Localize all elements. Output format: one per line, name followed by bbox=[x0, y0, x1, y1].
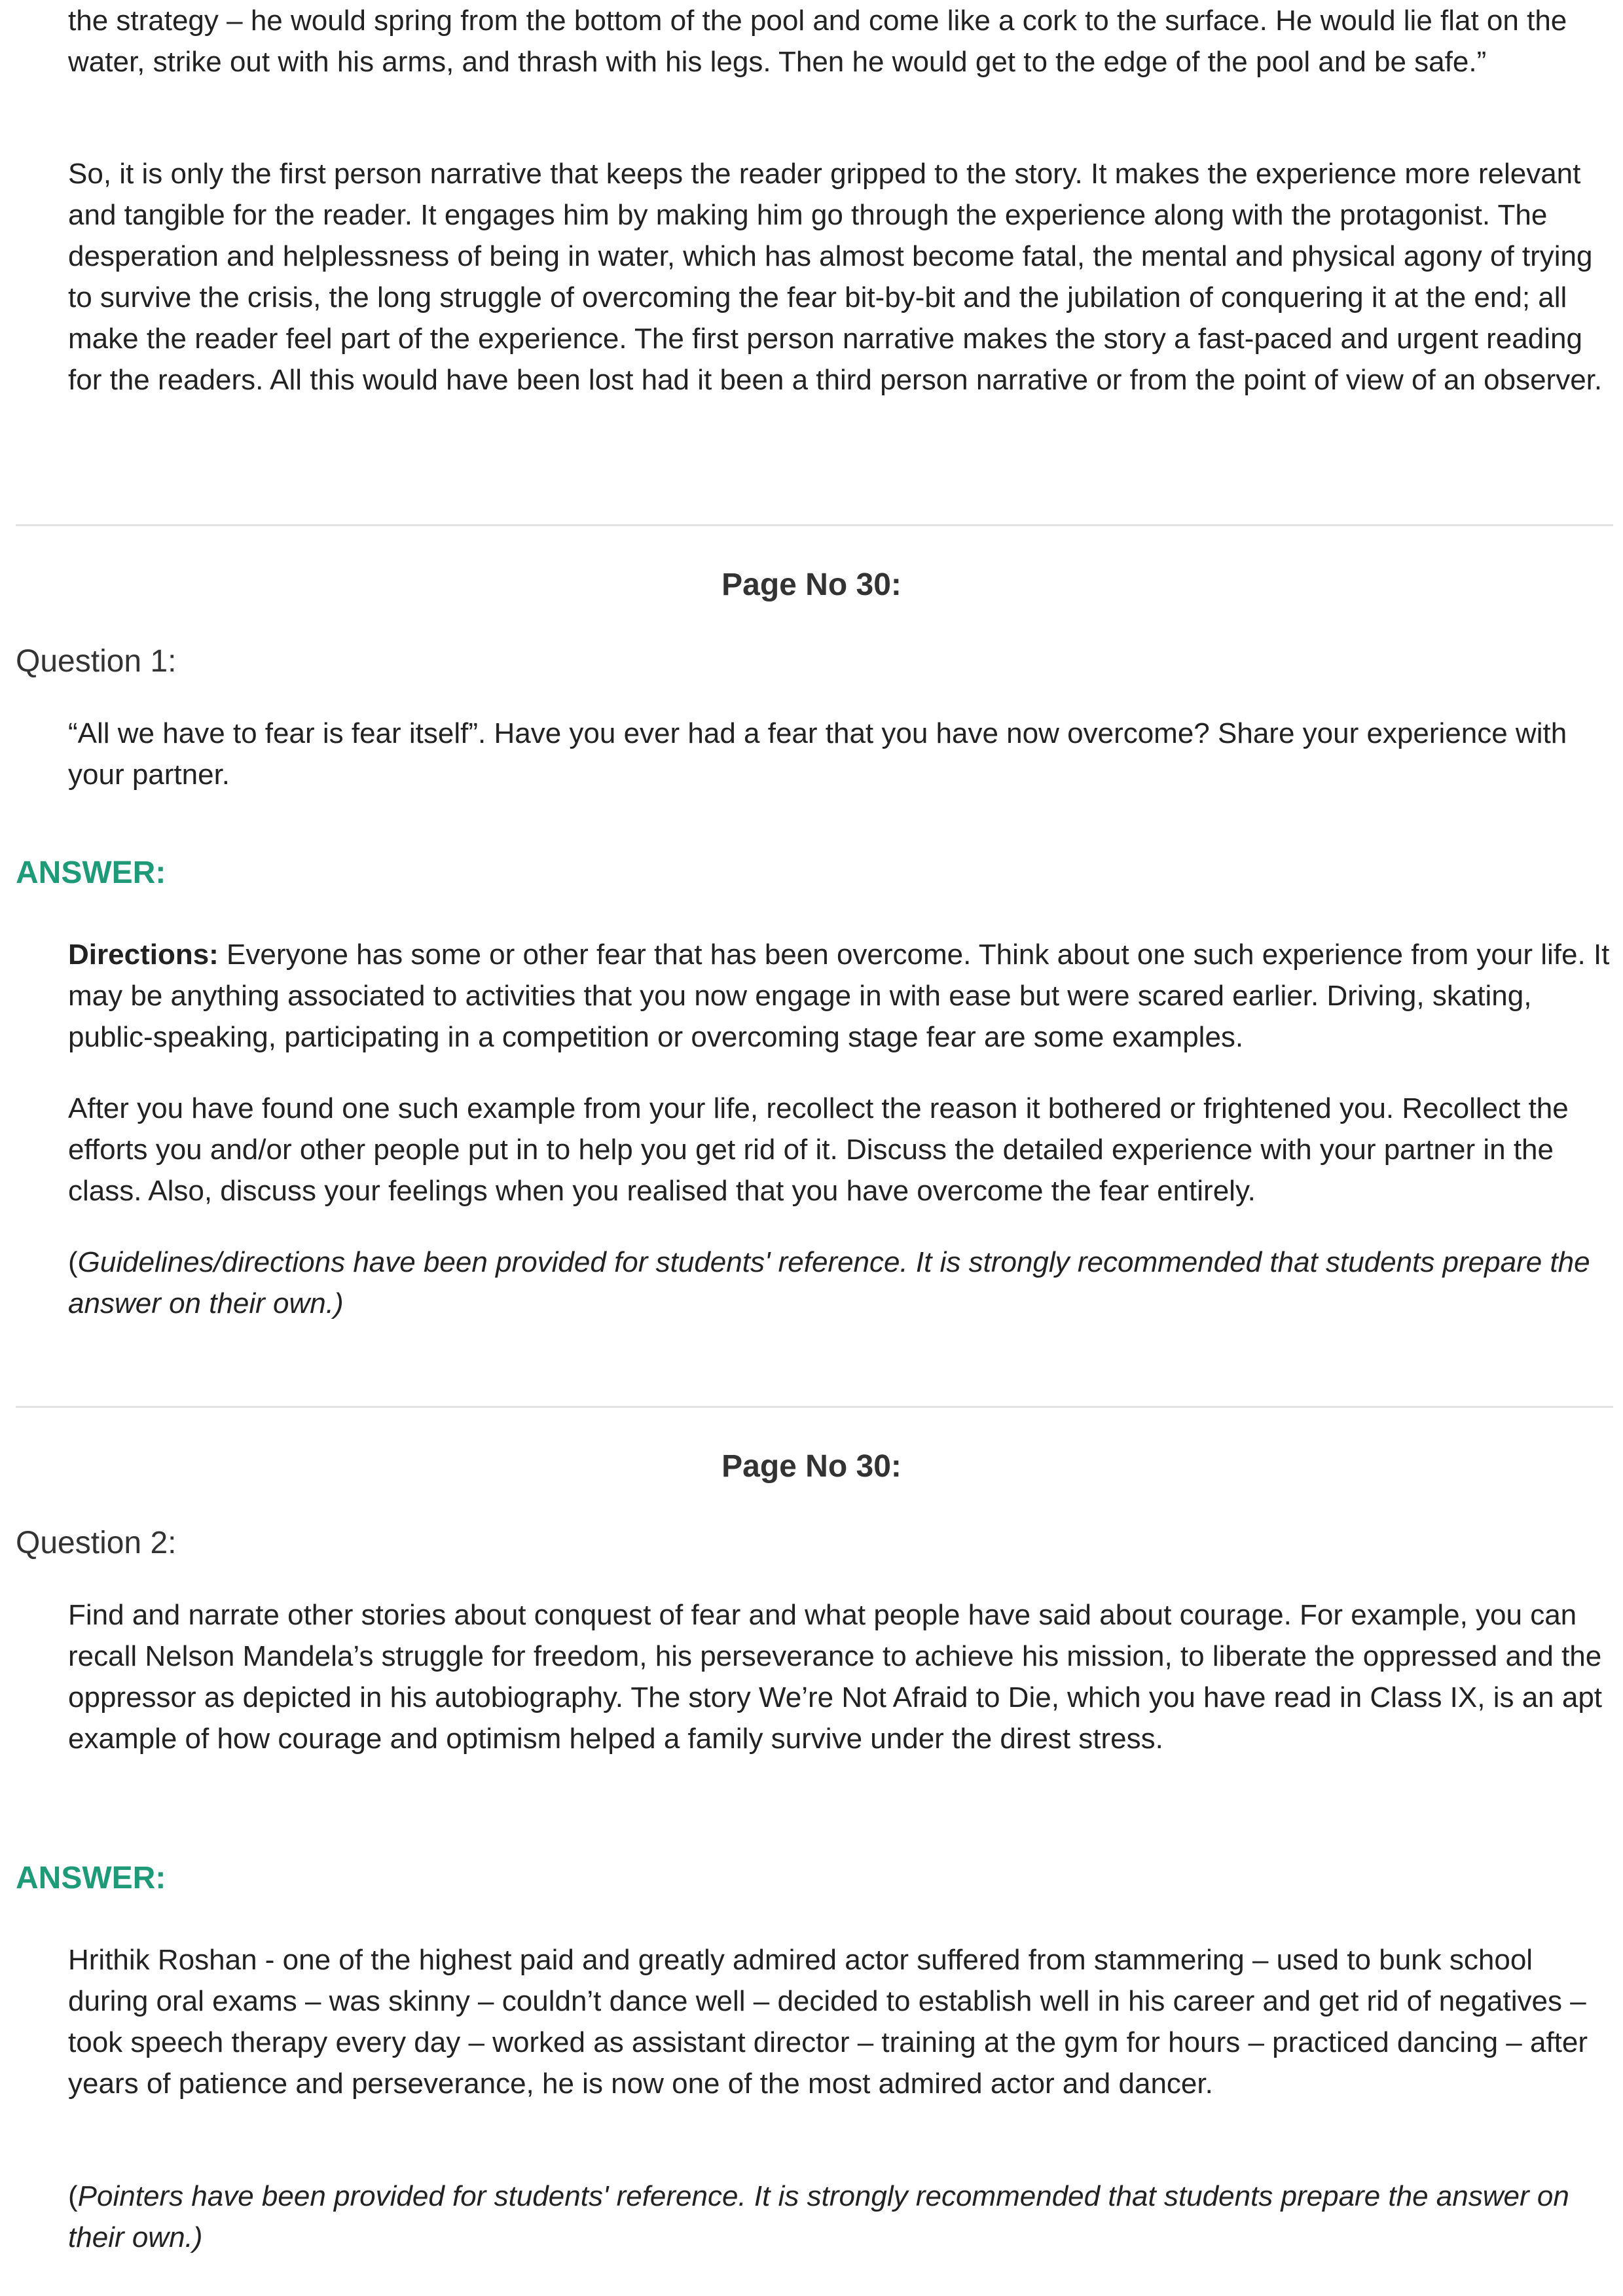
answer-2-note-open: ( bbox=[68, 2180, 78, 2212]
answer-1-label: ANSWER: bbox=[16, 855, 166, 890]
directions-label: Directions: bbox=[68, 939, 219, 971]
section-divider-1 bbox=[16, 524, 1613, 526]
directions-text: Everyone has some or other fear that has been overcome. Think about one such experience from your life. It may be anything associated to activities that you now engage in with ease but were scared earlier. Driving, skating, public-speaking, participating in a competition or overcoming stage fear are some examples. bbox=[68, 939, 1610, 1053]
answer-1-paragraph-2: After you have found one such example from your life, recollect the reason it bothered or frightened you. Recollect the efforts you and/or other people put in to help you get rid of it. Discuss the detailed experience with your partner in the class. Also, discuss your feelings when you realised that you have overcome the fear entirely. bbox=[68, 1092, 1569, 1207]
answer-1-note bbox=[68, 1242, 1613, 1324]
question-1-label: Question 1: bbox=[16, 644, 177, 679]
answer-1-directions bbox=[68, 934, 1613, 1058]
question-2-text: Find and narrate other stories about conquest of fear and what people have said about courage. For example, you can recall Nelson Mandela’s struggle for freedom, his perseverance to achieve his mission, to liberate the oppressed and the oppressor as depicted in his autobiography. The story We’re Not Afraid to Die, which you have read in Class IX, is an apt example of how courage and optimism helped a family survive under the direst stress. bbox=[68, 1599, 1603, 1755]
question-2-label: Question 2: bbox=[16, 1526, 177, 1560]
question-1-text: “All we have to fear is fear itself”. Have you ever had a fear that you have now overcome? Share your experience with your partner. bbox=[68, 717, 1567, 791]
answer-2-text: Hrithik Roshan - one of the highest paid and greatly admired actor suffered from stammering – used to bunk school during oral exams – was skinny – couldn’t dance well – decided to establish well in his career and get rid of negatives – took speech therapy every day – worked as assistant director – training at the gym for hours – practiced dancing – after years of patience and perseverance, he is now one of the most admired actor and dancer. bbox=[68, 1944, 1588, 2100]
answer-2-note bbox=[68, 2176, 1613, 2258]
answer-1-note-open: ( bbox=[68, 1246, 78, 1278]
intro-paragraph-1: the strategy – he would spring from the bottom of the pool and come like a cork to the surface. He would lie flat on the water, strike out with his arms, and thrash with his legs. Then he would get to the edge of the pool and be safe.” bbox=[68, 5, 1567, 78]
intro-paragraph-2: So, it is only the first person narrative that keeps the reader gripped to the story. It makes the experience more relevant and tangible for the reader. It engages him by making him go through the experience along with the protagonist. The desperation and helplessness of being in water, which has almost become fatal, the mental and physical agony of trying to survive the crisis, the long struggle of overcoming the fear bit-by-bit and the jubilation of conquering it at the end; all make the reader feel part of the experience. The first person narrative makes the story a fast-paced and urgent reading for the readers. All this would have been lost had it been a third person narrative or from the point of view of an observer. bbox=[68, 158, 1603, 396]
answer-2-label: ANSWER: bbox=[16, 1861, 166, 1895]
section-divider-2 bbox=[16, 1406, 1613, 1408]
page-heading-1: Page No 30: bbox=[721, 567, 902, 602]
page-heading-2: Page No 30: bbox=[721, 1449, 902, 1484]
answer-2-note-text: Pointers have been provided for students' reference. It is strongly recommended that students prepare the answer on their own.) bbox=[68, 2180, 1569, 2253]
answer-1-note-text: Guidelines/directions have been provided for students' reference. It is strongly recommended that students prepare the answer on their own.) bbox=[68, 1246, 1590, 1319]
